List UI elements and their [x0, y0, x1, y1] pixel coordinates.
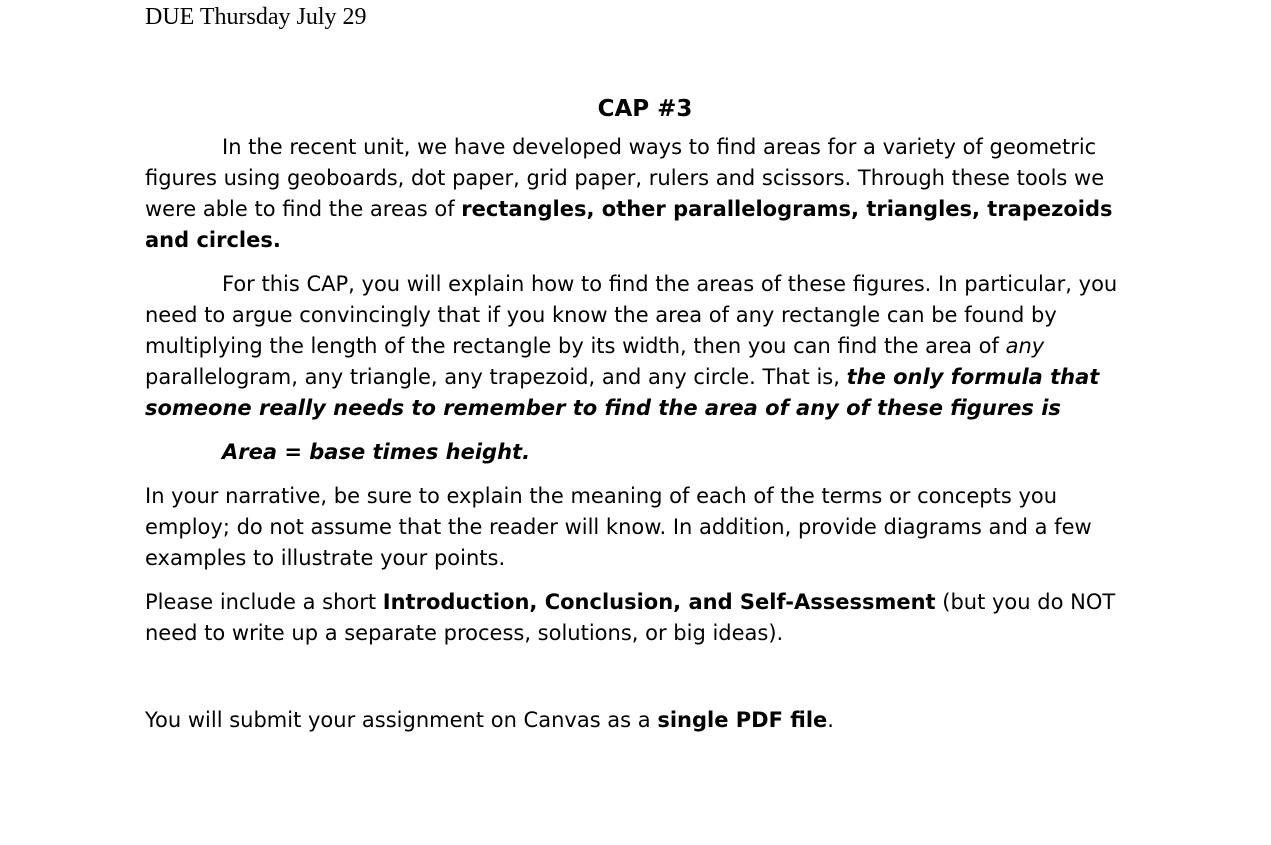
task-text: For this CAP, you will explain how to find the areas of these figures. In particular, you need to argue convincingly that if you know the area of any rectangle can be found by multiplying the length of the rectangle by its width, then you can find the area of	[145, 272, 1118, 358]
intro-text: In the recent unit, we have developed ways to find areas for a variety of geometric figures using geoboards, dot paper, grid paper, rulers and scissors. Through these tools we were able to find the areas of	[145, 135, 1105, 221]
submission-paragraph	[145, 705, 1145, 736]
any-emphasis: any	[1005, 334, 1045, 358]
sections-text: Please include a short	[145, 590, 383, 614]
submission-period: .	[827, 708, 834, 732]
sections-note: (but you do NOT need to write up a separate process, solutions, or big ideas).	[145, 590, 1116, 645]
assignment-title: CAP #3	[597, 96, 693, 122]
file-format: single PDF file	[657, 708, 828, 732]
assignment-body	[145, 93, 1145, 736]
required-sections: Introduction, Conclusion, and Self-Assessment	[382, 590, 936, 614]
sections-paragraph	[145, 587, 1145, 649]
figure-list: rectangles, other parallelograms, triangles, trapezoids and circles.	[145, 197, 1113, 252]
task-paragraph	[145, 269, 1145, 424]
submission-text: You will submit your assignment on Canvas as a	[145, 708, 658, 732]
intro-paragraph	[145, 132, 1145, 256]
key-claim: the only formula that someone really needs to remember to find the area of any of these figures is	[145, 365, 1100, 420]
area-formula: Area = base times height.	[222, 440, 531, 464]
narrative-paragraph: In your narrative, be sure to explain the meaning of each of the terms or concepts you employ; do not assume that the reader will know. In addition, provide diagrams and a few examples to illustrate your points.	[145, 484, 1092, 570]
task-text-continued: parallelogram, any triangle, any trapezoid, and any circle. That is,	[145, 365, 847, 389]
due-date: DUE Thursday July 29	[145, 4, 367, 30]
